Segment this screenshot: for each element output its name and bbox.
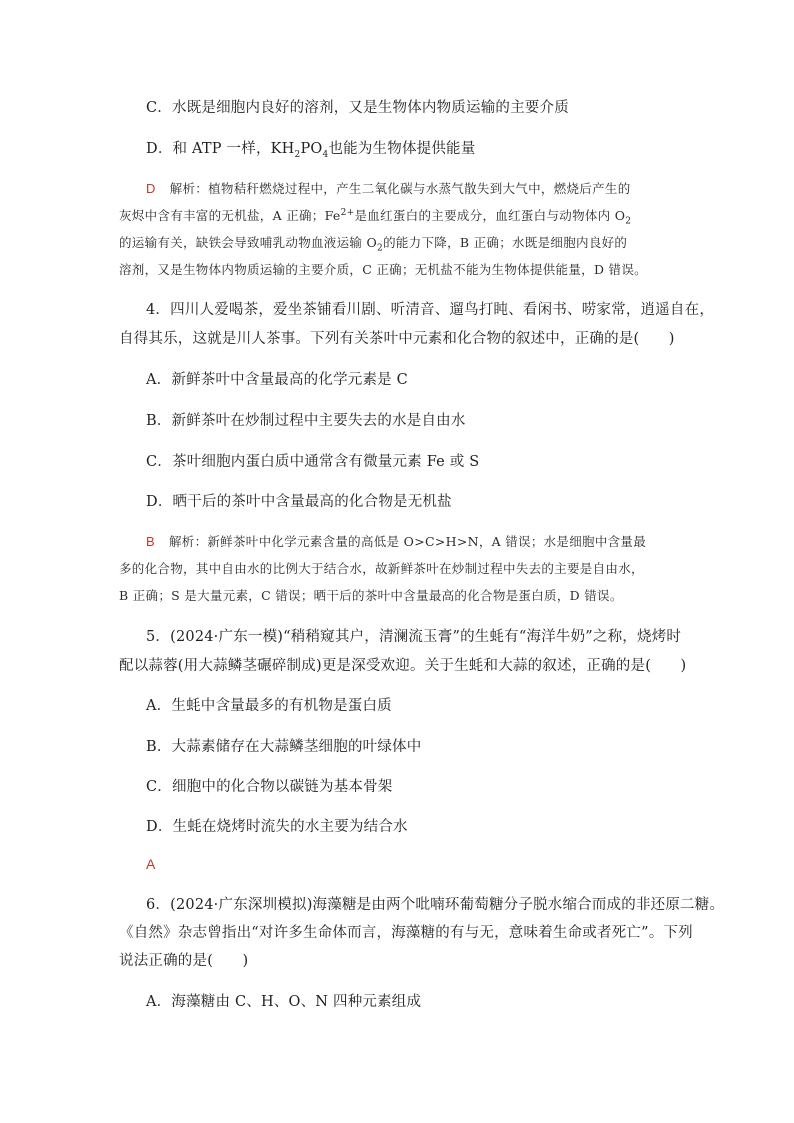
- q4-option-c: C．茶叶细胞内蛋白质中通常含有微量元素 Fe 或 S: [146, 454, 480, 470]
- q4-analysis-line-3: B 正确；S 是大量元素，C 错误；晒干后的茶叶中含量最高的化合物是蛋白质，D 错误。: [119, 588, 623, 603]
- q4-analysis-line-2: 多的化合物，其中自由水的比例大于结合水，故新鲜茶叶在炒制过程中失去的主要是自由水，: [119, 561, 644, 576]
- q3-analysis-line-1: D 解析：植物秸秆燃烧过程中，产生二氧化碳与水蒸气散失到大气中，燃烧后产生的: [146, 181, 631, 196]
- q4-option-b: B．新鲜茶叶在炒制过程中主要失去的水是自由水: [146, 413, 466, 429]
- q4-option-a: A．新鲜茶叶中含量最高的化学元素是 C: [146, 372, 408, 388]
- q4-stem-line-2: 自得其乐，这就是川人茶事。下列有关茶叶中元素和化合物的叙述中，正确的是( ): [119, 331, 675, 347]
- q3-option-c: C．水既是细胞内良好的溶剂，又是生物体内物质运输的主要介质: [146, 100, 569, 116]
- q3-answer: D: [146, 181, 156, 196]
- q4-option-d: D．晒干后的茶叶中含量最高的化合物是无机盐: [146, 494, 452, 510]
- q3-analysis-line-2: 灰烬中含有丰富的无机盐，A 正确；$Fe^{2+}$是血红蛋白的主要成分，血红蛋白与动物体内 $O_2$: [119, 207, 632, 227]
- q3-analysis-line-4: 溶剂，又是生物体内物质运输的主要介质，C 正确；无机盐不能为生物体提供能量，D 错误。: [119, 262, 647, 277]
- q5-option-b: B．大蒜素储存在大蒜鳞茎细胞的叶绿体中: [146, 739, 422, 755]
- q5-stem-line-1: 5．(2024·广东一模)“稍稍窥其户，清澜流玉膏”的生蚝有“海洋牛奶”之称，烧烤时: [146, 629, 682, 645]
- q4-answer: B: [146, 534, 155, 549]
- q6-stem-line-3: 说法正确的是( ): [119, 953, 249, 969]
- q5-stem-line-2: 配以蒜蓉(用大蒜鳞茎碾碎制成)更是深受欢迎。关于生蚝和大蒜的叙述，正确的是( ): [119, 658, 687, 674]
- q5-answer: A: [146, 856, 156, 872]
- q6-stem-line-1: 6．(2024·广东深圳模拟)海藻糖是由两个吡喃环葡萄糖分子脱水缩合而成的非还原二糖。: [146, 897, 725, 913]
- q5-option-d: D．生蚝在烧烤时流失的水主要为结合水: [146, 819, 408, 835]
- q6-option-a: A．海藻糖由 C、H、O、N 四种元素组成: [146, 994, 422, 1010]
- q3-analysis-line-3: 的运输有关，缺铁会导致哺乳动物血液运输 $O_2$的能力下降，B 正确；水既是细胞内良好的: [119, 235, 628, 254]
- q6-stem-line-2: 《自然》杂志曾指出“对许多生命体而言，海藻糖的有与无，意味着生命或者死亡”。下列: [119, 925, 693, 941]
- q5-option-c: C．细胞中的化合物以碳链为基本骨架: [146, 779, 393, 795]
- q5-option-a: A．生蚝中含量最多的有机物是蛋白质: [146, 698, 392, 714]
- q3-option-d: D．和 ATP 一样，$KH_2PO_4$也能为生物体提供能量: [146, 141, 476, 160]
- q4-analysis-line-1: B 解析：新鲜茶叶中化学元素含量的高低是 O>C>H>N，A 错误；水是细胞中含量最: [146, 534, 647, 549]
- q4-stem-line-1: 4．四川人爱喝茶，爱坐茶铺看川剧、听清音、遛鸟打盹、看闲书、唠家常，逍遥自在，: [146, 302, 715, 318]
